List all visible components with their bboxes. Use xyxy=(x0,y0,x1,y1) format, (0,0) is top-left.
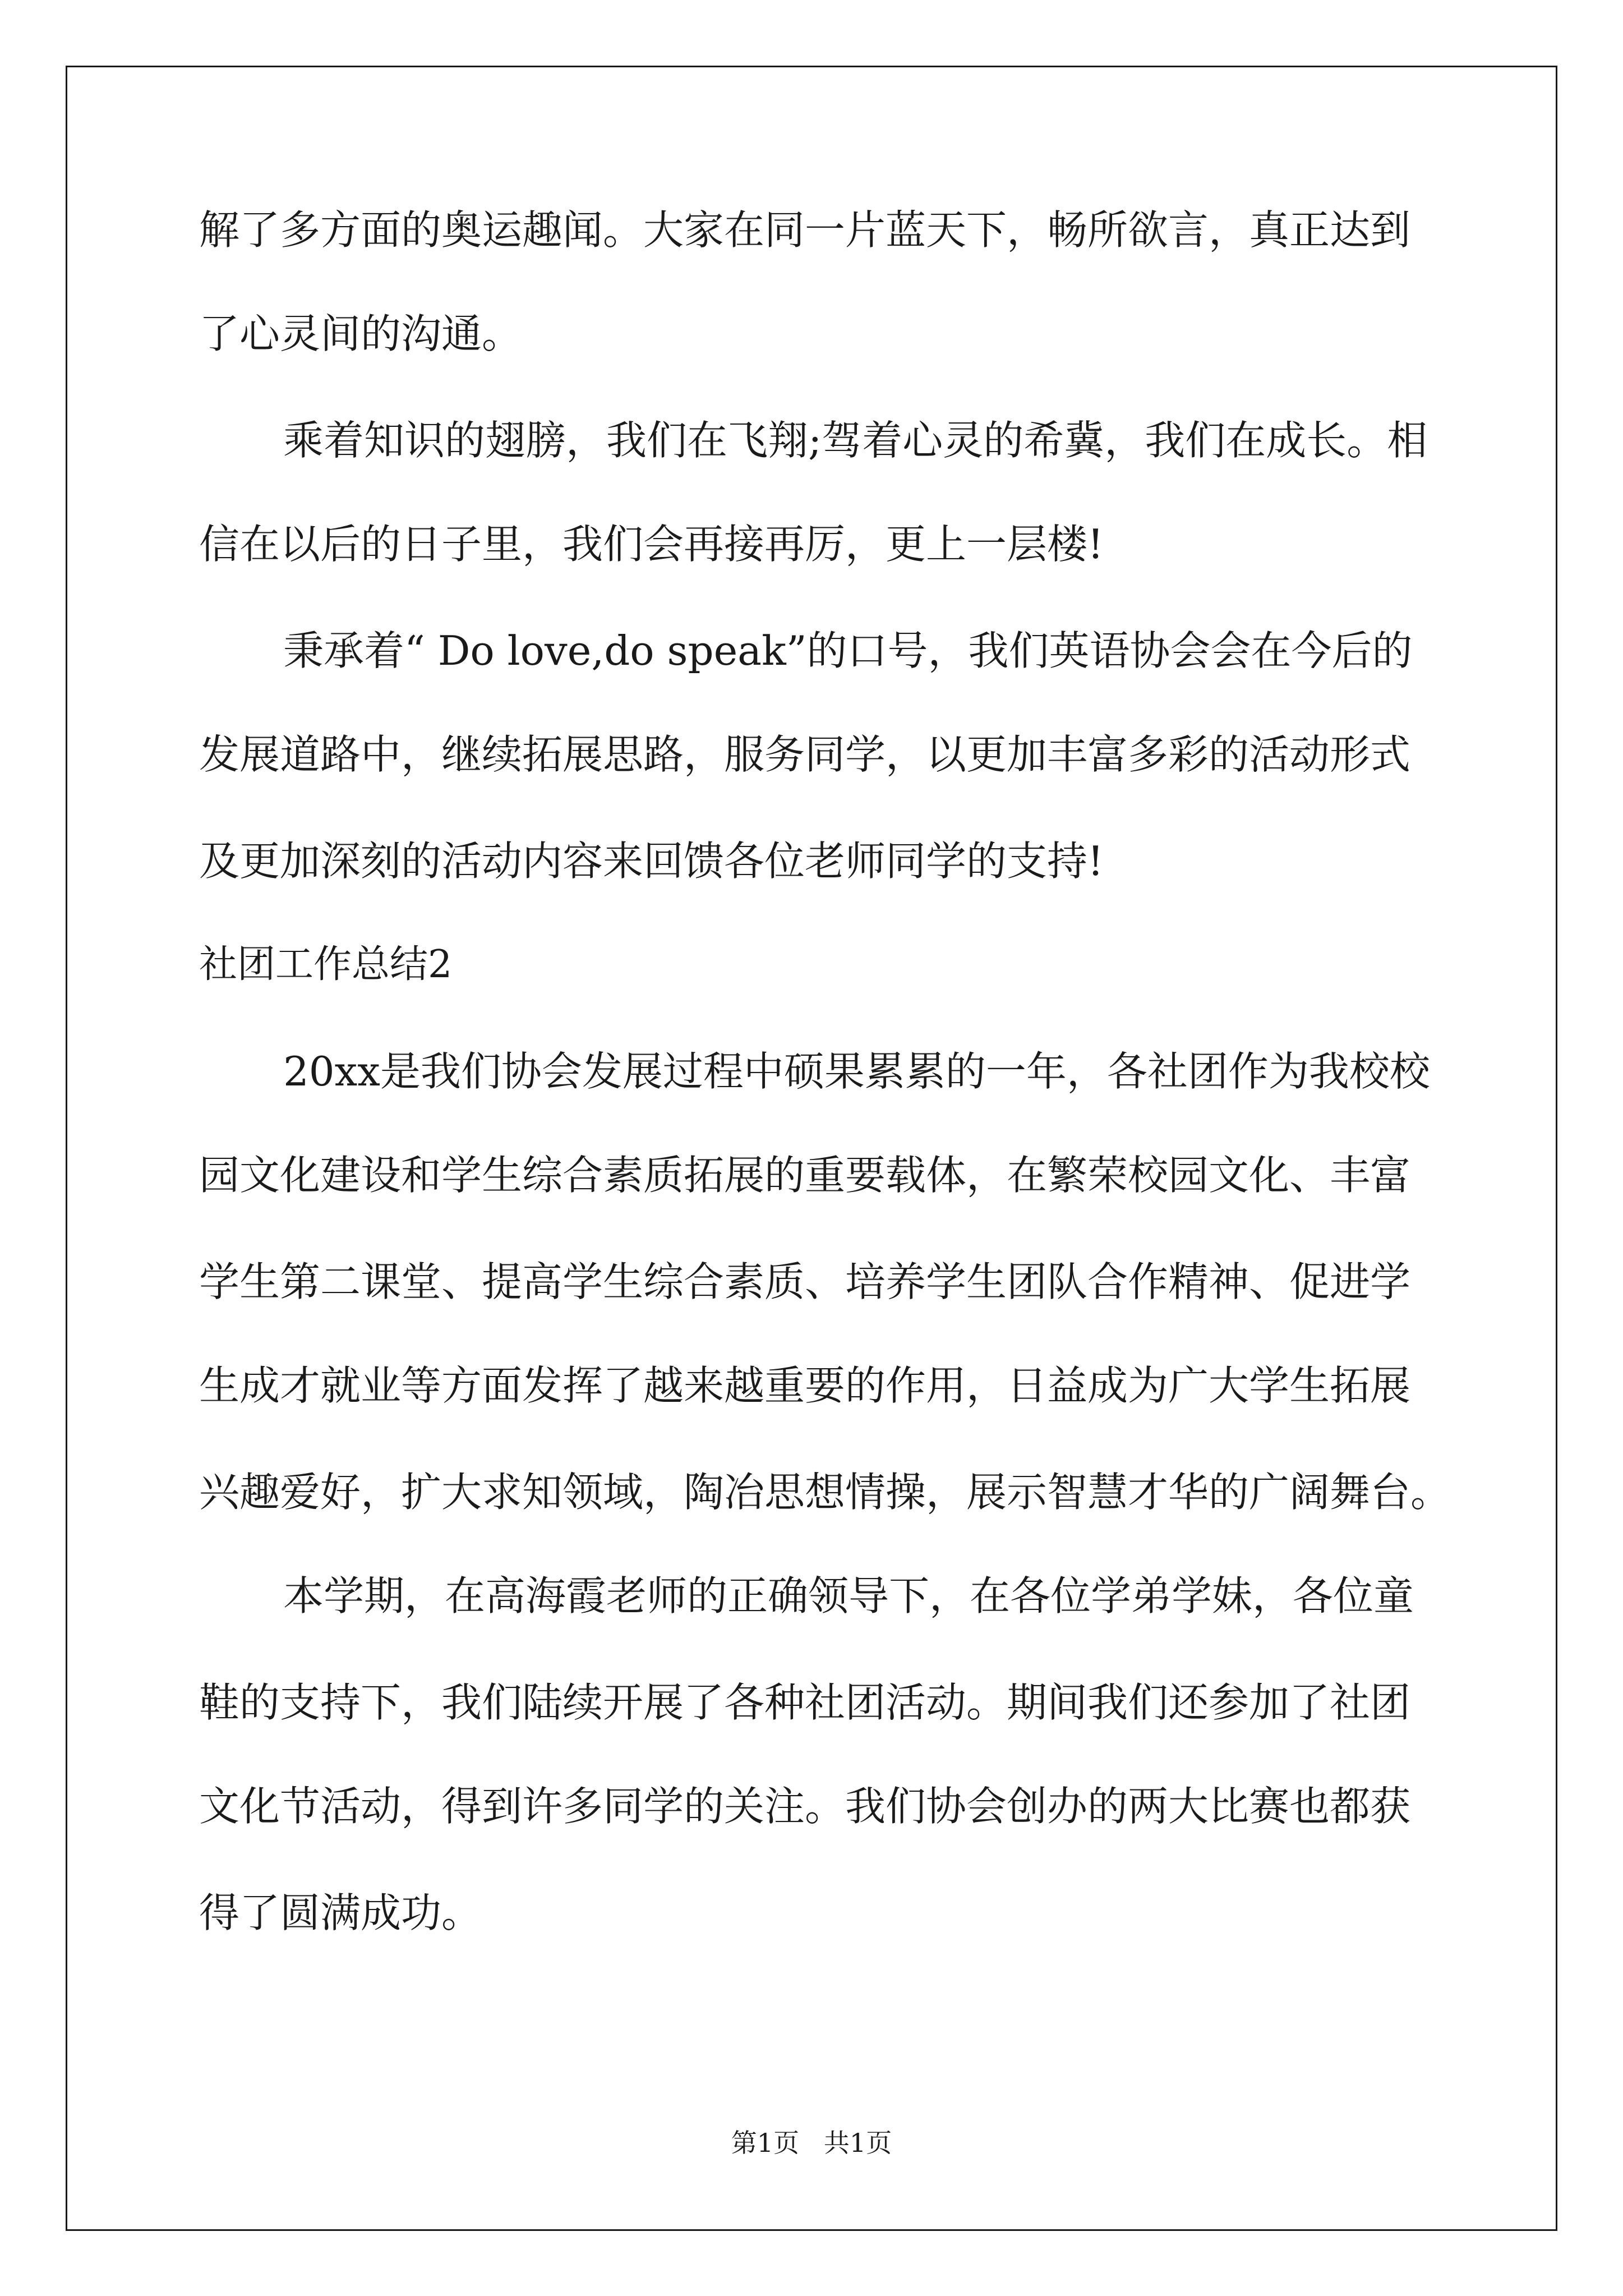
paragraph-line: 本学期，在高海霞老师的正确领导下，在各位学弟学妹，各位童 xyxy=(283,1572,1414,1619)
paragraph-line: 得了圆满成功。 xyxy=(199,1889,482,1936)
paragraph-line: 鞋的支持下，我们陆续开展了各种社团活动。期间我们还参加了社团 xyxy=(199,1679,1411,1726)
paragraph-line: 解了多方面的奥运趣闻。大家在同一片蓝天下，畅所欲言，真正达到 xyxy=(199,206,1411,254)
page-footer: 第1页 共1页 xyxy=(731,2128,892,2158)
paragraph-line: 秉承着“ Do love,do speak”的口号，我们英语协会会在今后的 xyxy=(283,627,1413,674)
section-heading: 社团工作总结2 xyxy=(199,942,453,987)
paragraph-line: 发展道路中，继续拓展思路，服务同学，以更加丰富多彩的活动形式 xyxy=(199,731,1411,778)
paragraph-line: 及更加深刻的活动内容来回馈各位老师同学的支持! xyxy=(199,838,1104,885)
paragraph-line: 兴趣爱好，扩大求知领域，陶冶思想情操，展示智慧才华的广阔舞台。 xyxy=(199,1469,1451,1516)
paragraph-line: 文化节活动，得到许多同学的关注。我们协会创办的两大比赛也都获 xyxy=(199,1783,1411,1830)
paragraph-line: 20xx是我们协会发展过程中硕果累累的一年，各社团作为我校校 xyxy=(283,1048,1430,1095)
paragraph-line: 乘着知识的翅膀，我们在飞翔;驾着心灵的希冀，我们在成长。相 xyxy=(283,417,1428,464)
paragraph-line: 园文化建设和学生综合素质拓展的重要载体，在繁荣校园文化、丰富 xyxy=(199,1152,1411,1199)
paragraph-line: 了心灵间的沟通。 xyxy=(199,310,523,357)
paragraph-line: 生成才就业等方面发挥了越来越重要的作用，日益成为广大学生拓展 xyxy=(199,1362,1411,1409)
paragraph-line: 学生第二课堂、提高学生综合素质、培养学生团队合作精神、促进学 xyxy=(199,1258,1411,1305)
paragraph-line: 信在以后的日子里，我们会再接再厉，更上一层楼! xyxy=(199,521,1104,568)
